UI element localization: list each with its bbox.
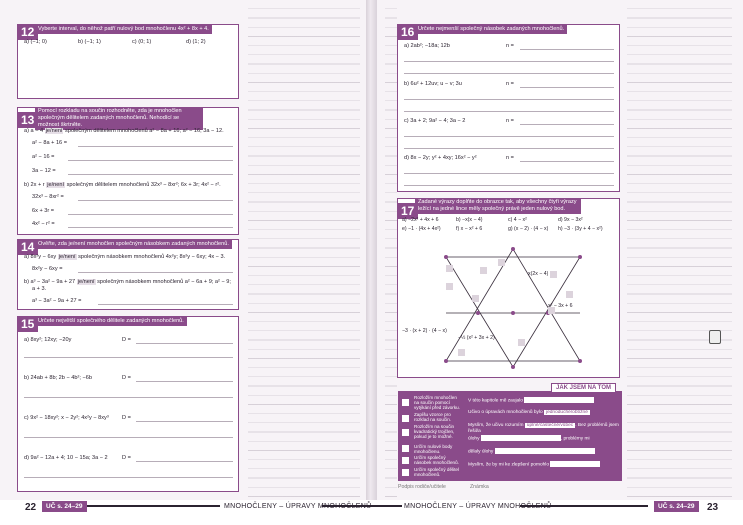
skill-label: Určím nulové body mnohočlenu. bbox=[414, 444, 453, 455]
work-line: a² − 16 = bbox=[32, 154, 55, 160]
option-a[interactable]: a) (−1; 0) bbox=[24, 39, 47, 45]
exercise-17 bbox=[397, 198, 620, 378]
option-c[interactable]: c) (0; 1) bbox=[132, 39, 152, 45]
self-check-header: JAK JSEM NA TOM bbox=[551, 383, 616, 393]
exercise-task: Pomocí rozkladu na součin rozhodněte, zda je mnohočlen společným dělitelem zadaných mnohočlenů. Nehodící se možnost škrtněte. bbox=[35, 107, 203, 130]
exercise-number: 17 bbox=[397, 203, 418, 219]
part-a-statement: a) 8x²y − 6xy je/není společným násobkem mnohočlenů 4x²y; 8x²y − 6xy; 4x − 3. bbox=[24, 254, 226, 260]
expression-option: h) −3 · (3y + 4 − x²) bbox=[558, 226, 603, 232]
reflection-row: dělaly úlohy bbox=[468, 448, 595, 455]
checkbox[interactable] bbox=[402, 469, 409, 476]
exercise-14 bbox=[17, 239, 239, 310]
checkbox[interactable] bbox=[402, 457, 409, 464]
exercise-task: Určete nejmenší společný násobek zadaných mnohočlenů. bbox=[415, 25, 567, 34]
figure-label: −3 · (x + 2) · (4 − x) bbox=[402, 328, 447, 334]
expression-option: c) 4 − x² bbox=[508, 217, 527, 223]
choice-chip[interactable]: je/není bbox=[47, 182, 65, 188]
choice-chip[interactable]: je/není bbox=[45, 128, 63, 134]
gcd-answer-label: D = bbox=[122, 337, 131, 343]
checkbox[interactable] bbox=[402, 445, 409, 452]
answer-field[interactable] bbox=[550, 461, 600, 467]
page-number-left: 22 bbox=[25, 502, 37, 513]
exercise-15 bbox=[17, 316, 239, 492]
exercise-task: Určete největší společného dělitele zadaných mnohočlenů. bbox=[35, 317, 187, 326]
gcd-question: d) 9a² − 12a + 4; 10 − 15a; 3a − 2 bbox=[24, 455, 108, 461]
work-line: 4x² − r² = bbox=[32, 221, 55, 227]
reflection-row: úlohy , problémy mi bbox=[468, 436, 590, 442]
choice-chip[interactable]: jednoduché/obtížné bbox=[546, 410, 588, 415]
exercise-number: 13 bbox=[17, 112, 38, 128]
skill-label: Určím společný násobek mnohočlenů. bbox=[414, 455, 459, 466]
lcm-question: d) 8x − 2y; y² + 4xy; 16x² − y² bbox=[404, 155, 477, 161]
answer-field[interactable] bbox=[524, 397, 594, 403]
reflection-row: Myslím, že učivu rozumím úplně/částečně/vůbec . Bez problémů jsem řešil/a bbox=[468, 423, 619, 434]
expression-option: e) −1 · (4x + 4x²) bbox=[402, 226, 441, 232]
option-b[interactable]: b) (−1; 1) bbox=[78, 39, 101, 45]
choice-chip[interactable]: je/není bbox=[77, 279, 95, 285]
exercise-number: 14 bbox=[17, 239, 38, 255]
checkbox[interactable] bbox=[402, 399, 409, 406]
left-page bbox=[0, 0, 366, 500]
work-line: a² − 8a + 16 = bbox=[32, 140, 67, 146]
work-line: a³ − 3a² − 9a + 27 = bbox=[32, 298, 82, 304]
skill-label: Zapíšu vzorce pro rozklad na součin. bbox=[414, 412, 452, 423]
exercise-task: Vyberte interval, do něhož patří nulový bod mnohočlenu 4x² + 8x + 4. bbox=[35, 25, 212, 34]
choice-chip[interactable]: úplně/částečně/vůbec bbox=[526, 423, 574, 428]
gcd-question: b) 24ab + 8b; 2b − 4b²; −6b bbox=[24, 375, 92, 381]
notes-ruled-area bbox=[627, 0, 732, 500]
expression-option: b) −x(x − 4) bbox=[456, 217, 483, 223]
work-line: 8x²y − 6xy = bbox=[32, 266, 63, 272]
footer bbox=[0, 500, 743, 525]
skill-label: Rozložím mnohočlen na součin pomocí vytýkání před závorku. bbox=[414, 395, 460, 411]
work-line: 6x + 3r = bbox=[32, 208, 55, 214]
part-b-continued: a + 3. bbox=[32, 286, 47, 292]
gcd-answer-label: D = bbox=[122, 375, 131, 381]
gcd-question: c) 9x² − 18xy²; x − 2y²; 4x²y − 8xy³ bbox=[24, 415, 109, 421]
option-d[interactable]: d) (1; 2) bbox=[186, 39, 206, 45]
chapter-ref-right: UČ s. 24–29 bbox=[654, 501, 699, 512]
expression-option: f) x − x² + 6 bbox=[456, 226, 483, 232]
reflection-row: Učivo o úpravách mnohočlenů bylo jednoduché/obtížné bbox=[468, 410, 588, 415]
lcm-answer-label: n = bbox=[506, 43, 514, 49]
work-line: 32x³ − 8xr² = bbox=[32, 194, 64, 200]
lcm-answer-label: n = bbox=[506, 118, 514, 124]
notes-ruled-area bbox=[248, 0, 360, 500]
skill-label: Určím společný dělitel mnohočlenů. bbox=[414, 467, 459, 478]
checkbox[interactable] bbox=[402, 415, 409, 422]
reflection-row: V této kapitole mě zaujalo bbox=[468, 397, 594, 404]
grade-label: Známka bbox=[470, 484, 489, 490]
skill-label: Rozložím na součin kvadratický trojčlen, pokud je to možné. bbox=[414, 424, 455, 440]
lcm-question: c) 3a + 2; 9a² − 4; 3a − 2 bbox=[404, 118, 466, 124]
running-title-left: MNOHOČLENY – ÚPRAVY MNOHOČLENŮ bbox=[224, 503, 372, 510]
page-number-right: 23 bbox=[707, 502, 719, 513]
choice-chip[interactable]: je/není bbox=[58, 254, 76, 260]
exercise-number: 16 bbox=[397, 24, 418, 40]
lcm-question: b) 6u² + 12uv; u − v; 3u bbox=[404, 81, 462, 87]
lcm-answer-label: n = bbox=[506, 155, 514, 161]
expression-option: d) 9x − 3x² bbox=[558, 217, 583, 223]
running-title-right: MNOHOČLENY – ÚPRAVY MNOHOČLENŮ bbox=[404, 503, 552, 510]
lcm-answer-label: n = bbox=[506, 81, 514, 87]
exercise-task: Ověřte, zda je/není mnohočlen společným násobkem zadaných mnohočlenů. bbox=[35, 240, 232, 249]
expression-option: a) −2x² + 4x + 6 bbox=[402, 217, 439, 223]
work-line: 3a − 12 = bbox=[32, 168, 56, 174]
reflection-row: Myslím, že by mi ke zlepšení pomohlo bbox=[468, 461, 600, 468]
exercise-13 bbox=[17, 107, 239, 235]
checkbox[interactable] bbox=[402, 429, 409, 436]
answer-field[interactable] bbox=[495, 448, 595, 454]
gcd-answer-label: D = bbox=[122, 455, 131, 461]
book-spine bbox=[366, 0, 377, 525]
exercise-12 bbox=[17, 24, 239, 99]
figure-label: −½ (x² + 3x + 2) bbox=[458, 335, 495, 341]
gcd-question: a) 8xy²; 12xy; −20y bbox=[24, 337, 72, 343]
binder-clip-icon bbox=[709, 330, 721, 344]
part-a-statement: a) a − 4 je/není společným dělitelem mnohočlenů a² − 8a + 16; a² − 16; 3a − 12. bbox=[24, 128, 224, 134]
hexagram-figure bbox=[418, 243, 608, 375]
figure-label: x(2x − 4) bbox=[528, 271, 549, 277]
expression-option: g) (x − 2) · (4 − x) bbox=[508, 226, 549, 232]
exercise-task: Zadané výrazy doplňte do obrazce tak, aby všechny čtyři výrazy ležící na jedné lince měly společný právě jeden nulový bod. bbox=[415, 198, 581, 214]
chapter-ref-left: UČ s. 24–29 bbox=[42, 501, 87, 512]
signature-label: Podpis rodiče/učitele bbox=[398, 484, 446, 490]
gcd-answer-label: D = bbox=[122, 415, 131, 421]
exercise-number: 15 bbox=[17, 316, 38, 332]
figure-label: x² − 3x + 6 bbox=[548, 303, 573, 309]
part-b-statement: b) a³ − 3a² − 9a + 27 je/není společným násobkem mnohočlenů a² − 6a + 9; a² − 9; bbox=[24, 279, 231, 285]
self-check-panel bbox=[398, 385, 622, 481]
exercise-16 bbox=[397, 24, 620, 192]
lcm-question: a) 2ab²; −18a; 12b bbox=[404, 43, 450, 49]
answer-field[interactable] bbox=[481, 435, 561, 441]
exercise-number: 12 bbox=[17, 24, 38, 40]
part-b-statement: b) 2x + r je/není společným dělitelem mnohočlenů 32x³ − 8xr²; 6x + 3r; 4x² − r². bbox=[24, 182, 221, 188]
